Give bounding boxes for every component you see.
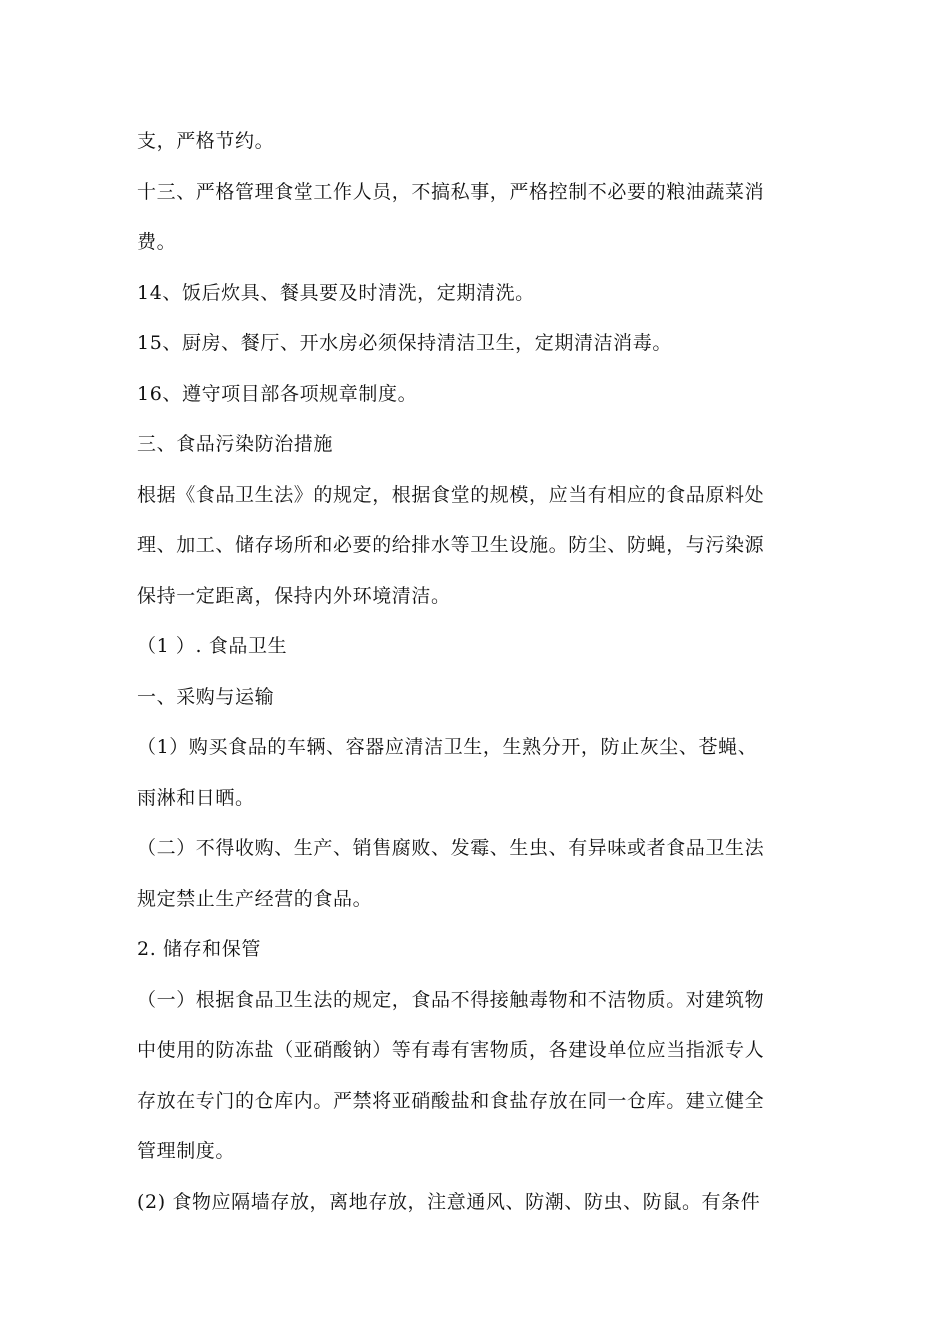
text-line: （一）根据食品卫生法的规定，食品不得接触毒物和不洁物质。对建筑物 [137,988,765,1011]
text-line: 14、饭后炊具、餐具要及时清洗，定期清洗。 [137,281,535,304]
text-line: 15、厨房、餐厅、开水房必须保持清洁卫生，定期清洁消毒。 [137,332,672,354]
document-body [137,121,837,1232]
text-line: （二）不得收购、生产、销售腐败、发霉、生虫、有异味或者食品卫生法 [137,837,765,859]
subsection-heading: 一、采购与运输 [137,685,275,708]
text-line: 16、遵守项目部各项规章制度。 [137,382,418,405]
text-line: 雨淋和日晒。 [137,786,255,809]
text-line: 理、加工、储存场所和必要的给排水等卫生设施。防尘、防蝇，与污染源 [137,534,765,556]
subsection-heading: （1 ）. 食品卫生 [137,635,288,657]
text-line: 根据《食品卫生法》的规定，根据食堂的规模，应当有相应的食品原料处 [137,483,765,506]
text-line: 管理制度。 [137,1140,236,1162]
text-line: 费。 [137,231,177,253]
text-line: 保持一定距离，保持内外环境清洁。 [137,584,451,607]
subsection-heading: 2. 储存和保管 [137,938,261,960]
section-heading: 三、食品污染防治措施 [137,433,334,455]
text-line: 十三、严格管理食堂工作人员，不搞私事，严格控制不必要的粮油蔬菜消 [137,180,765,203]
text-line: 规定禁止生产经营的食品。 [137,887,373,910]
text-line: 存放在专门的仓库内。严禁将亚硝酸盐和食盐存放在同一仓库。建立健全 [137,1089,765,1112]
text-line: (2) 食物应隔墙存放，离地存放，注意通风、防潮、防虫、防鼠。有条件 [137,1190,761,1213]
text-line: （1）购买食品的车辆、容器应清洁卫生，生熟分开，防止灰尘、苍蝇、 [137,736,758,758]
text-line: 支，严格节约。 [137,130,275,152]
text-line: 中使用的防冻盐（亚硝酸钠）等有毒有害物质，各建设单位应当指派专人 [137,1039,765,1061]
